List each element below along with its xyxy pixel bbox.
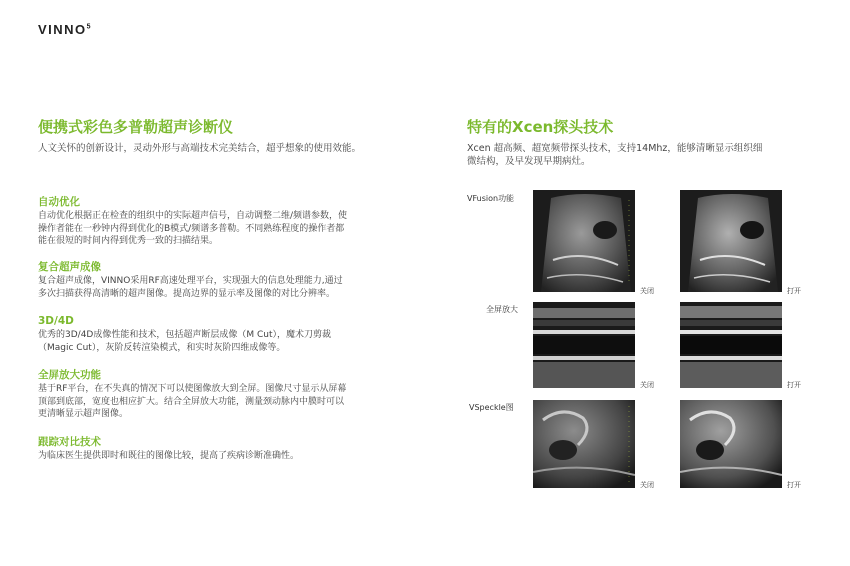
section-line: 操作者能在一秒钟内得到优化的B模式/频谱多普勒。不同熟练程度的操作者都 (38, 223, 345, 234)
section-tracking-compare (38, 436, 393, 463)
right-column (467, 118, 807, 168)
ultrasound-image-fullscreen-on (680, 302, 782, 388)
ultrasound-image-fullscreen-off (533, 302, 635, 388)
xcen-line: Xcen 超高频、超宽频带探头技术，支持14Mhz，能够清晰显示组织细 (467, 143, 763, 154)
product-title: 便携式彩色多普勒超声诊断仪 (38, 118, 234, 136)
section-line: 基于RF平台，在不失真的情况下可以使图像放大到全屏。图像尺寸显示从屏幕 (38, 384, 347, 394)
tag-off: 关闭 (640, 481, 654, 489)
section-line: 复合超声成像，VINNO采用RF高速处理平台，实现强大的信息处理能力,通过 (38, 276, 343, 286)
section-line: 能在很短的时间内得到优秀一致的扫描结果。 (38, 236, 219, 246)
section-title: 自动优化 (38, 196, 80, 208)
ultrasound-image-vfusion-on (680, 190, 782, 292)
section-line: 自动优化根据正在检查的组织中的实际超声信号，自动调整二维/频谱参数，使 (38, 211, 348, 221)
section-title: 全屏放大功能 (38, 369, 101, 381)
tag-off: 关闭 (640, 381, 654, 389)
section-compound-imaging (38, 261, 393, 300)
ultrasound-image-vfusion-off (533, 190, 635, 292)
section-title: 3D/4D (38, 315, 74, 327)
tag-on: 打开 (787, 381, 801, 389)
tag-off: 关闭 (640, 287, 654, 295)
section-title: 跟踪对比技术 (38, 436, 101, 448)
row-label-vspeckle: VSpeckle图 (469, 403, 514, 412)
section-title: 复合超声成像 (38, 261, 101, 273)
logo-sup: 5 (86, 23, 91, 31)
section-line: 为临床医生提供即时和既往的图像比较，提高了疾病诊断准确性。 (38, 451, 300, 461)
tag-on: 打开 (787, 287, 801, 295)
tag-on: 打开 (787, 481, 801, 489)
brand-logo (38, 22, 91, 37)
ultrasound-image-vspeckle-off (533, 400, 635, 488)
section-line: 顶部到底部，宽度也相应扩大。结合全屏放大功能，测量颈动脉内中膜时可以 (38, 396, 345, 407)
section-auto-optimize (38, 196, 393, 248)
section-line: 优秀的3D/4D成像性能和技术，包括超声断层成像（M Cut），魔术刀剪裁 (38, 330, 331, 340)
section-line: （Magic Cut），灰阶反转渲染模式，和实时灰阶四维成像等。 (38, 342, 286, 353)
row-label-fullscreen: 全屏放大 (486, 305, 518, 314)
logo-text: VINNO (38, 22, 87, 37)
row-label-vfusion: VFusion功能 (467, 194, 515, 203)
ultrasound-image-vspeckle-on (680, 400, 782, 488)
xcen-line: 微结构，及早发现早期病灶。 (467, 156, 591, 167)
section-3d4d (38, 315, 393, 354)
left-column (38, 118, 393, 461)
section-line: 多次扫描获得高清晰的超声图像。提高边界的显示率及图像的对比分辨率。 (38, 288, 336, 299)
section-line: 更清晰显示超声图像。 (38, 409, 129, 419)
section-fullscreen-zoom (38, 369, 393, 421)
xcen-title: 特有的Xcen探头技术 (467, 118, 614, 136)
product-subtitle: 人文关怀的创新设计，灵动外形与高端技术完美结合，超乎想象的使用效能。 (38, 143, 362, 154)
